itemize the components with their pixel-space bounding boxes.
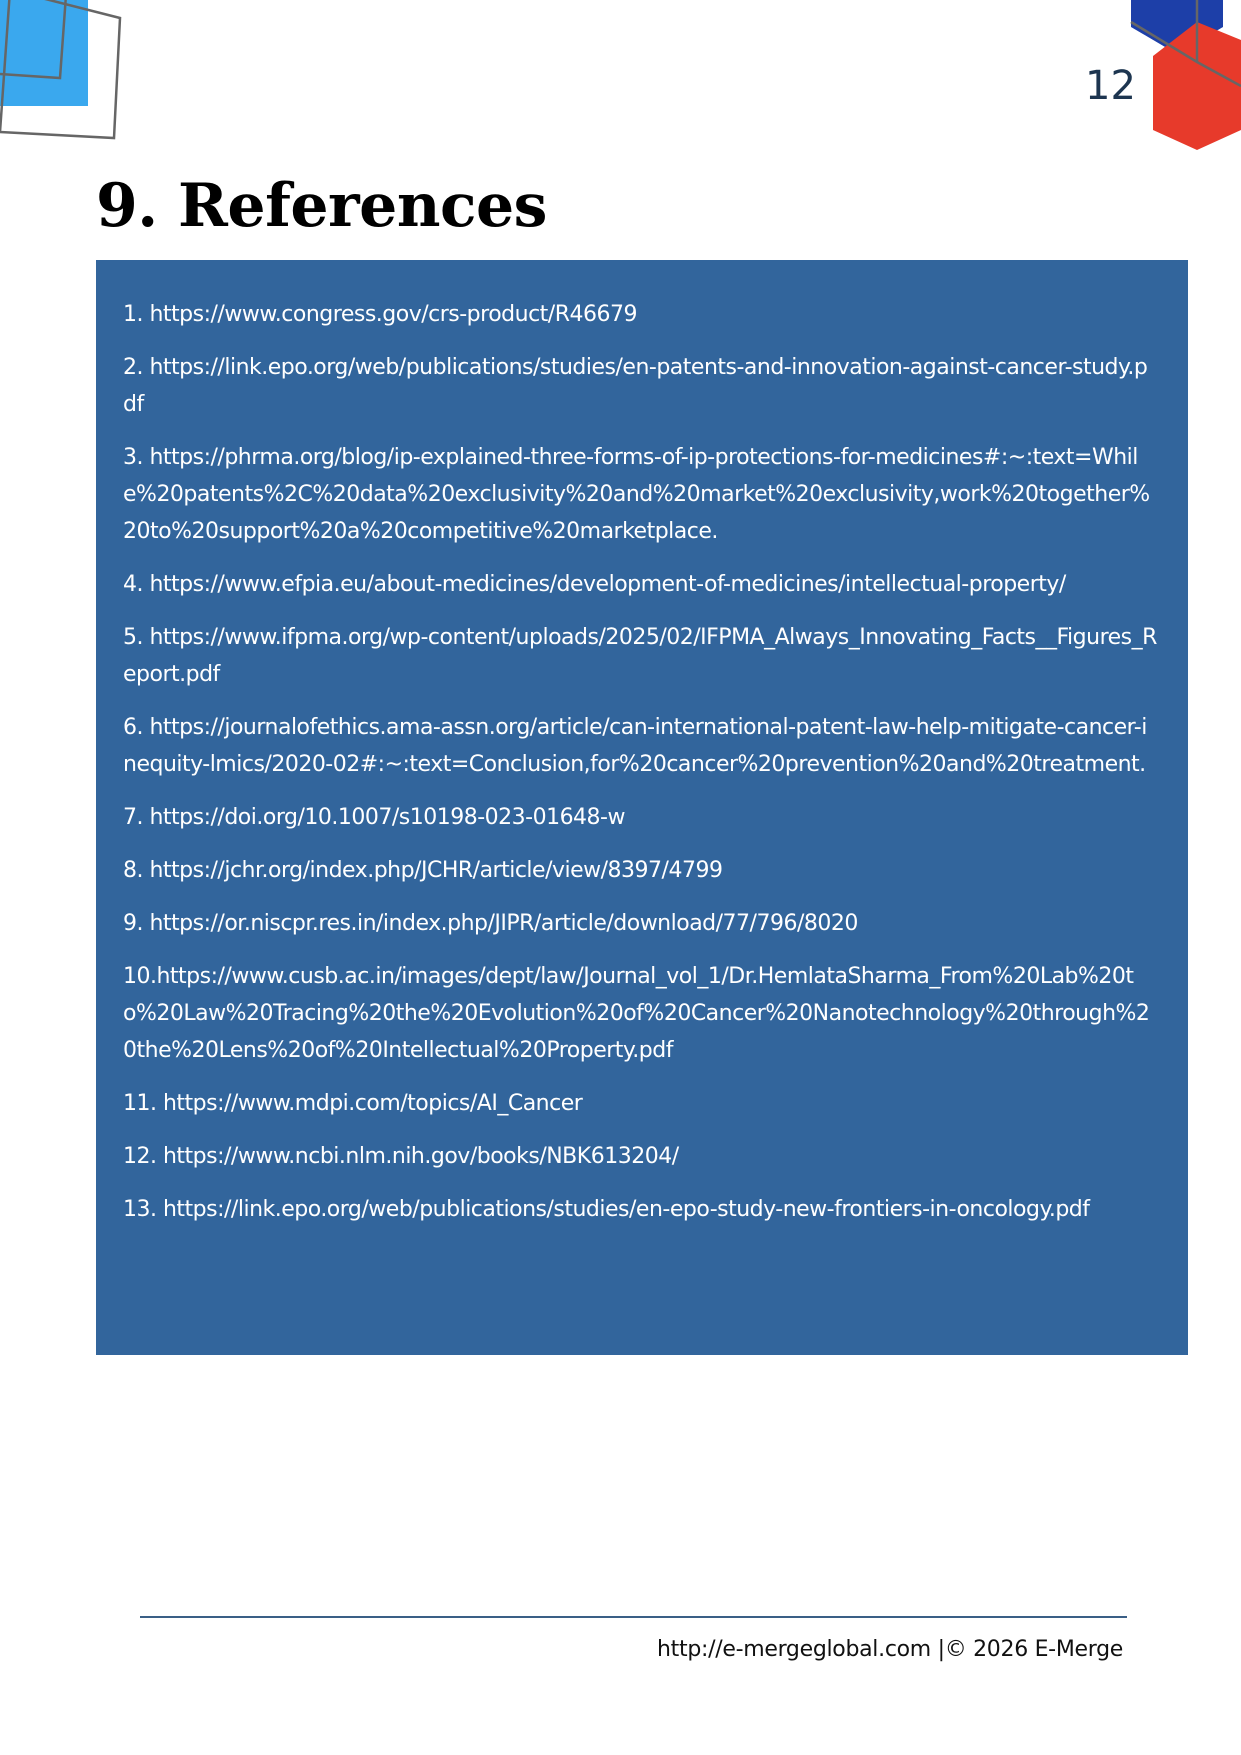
reference-item[interactable]: 1. https://www.congress.gov/crs-product/R46679 [123,302,637,327]
reference-item[interactable]: 6. https://journalofethics.ama-assn.org/article/can-international-patent-law-help-mitigate-cancer-inequity-lmics/2020-02#:~:text=Conclusion,for%20cancer%20prevention%20and%20treatment. [123,715,1147,777]
references-box [96,260,1188,1355]
page-number: 12 [1085,63,1136,109]
reference-item[interactable]: 5. https://www.ifpma.org/wp-content/uploads/2025/02/IFPMA_Always_Innovating_Facts__Figures_Report.pdf [123,625,1157,687]
reference-item[interactable]: 11. https://www.mdpi.com/topics/AI_Cancer [123,1091,583,1116]
footer-text: http://e-mergeglobal.com |© 2026 E-Merge [657,1637,1123,1662]
footer-divider [140,1616,1127,1618]
reference-item[interactable]: 12. https://www.ncbi.nlm.nih.gov/books/NBK613204/ [123,1144,679,1169]
reference-item[interactable]: 13. https://link.epo.org/web/publications/studies/en-epo-study-new-frontiers-in-oncology.pdf [123,1197,1090,1222]
corner-decoration-top-left [0,0,130,150]
reference-item[interactable]: 4. https://www.efpia.eu/about-medicines/development-of-medicines/intellectual-property/ [123,572,1066,597]
reference-item[interactable]: 2. https://link.epo.org/web/publications/studies/en-patents-and-innovation-against-cancer-study.pdf [123,355,1148,417]
reference-item[interactable]: 3. https://phrma.org/blog/ip-explained-three-forms-of-ip-protections-for-medicines#:~:text=While%20patents%2C%20data%20exclusivity%20and%20market%20exclusivity,work%20together%20to%20support%20a%20competitive%20marketplace. [123,445,1150,544]
reference-item[interactable]: 7. https://doi.org/10.1007/s10198-023-01648-w [123,805,625,830]
reference-item[interactable]: 9. https://or.niscpr.res.in/index.php/JIPR/article/download/77/796/8020 [123,911,858,936]
reference-item[interactable]: 10.https://www.cusb.ac.in/images/dept/law/Journal_vol_1/Dr.HemlataSharma_From%20Lab%20to%20Law%20Tracing%20the%20Evolution%20of%20Cancer%20Nanotechnology%20through%20the%20Lens%20of%20Intellectual%20Property.pdf [123,964,1150,1063]
section-heading: 9. References [96,171,547,241]
references-list [123,296,1160,1228]
reference-item[interactable]: 8. https://jchr.org/index.php/JCHR/article/view/8397/4799 [123,858,723,883]
